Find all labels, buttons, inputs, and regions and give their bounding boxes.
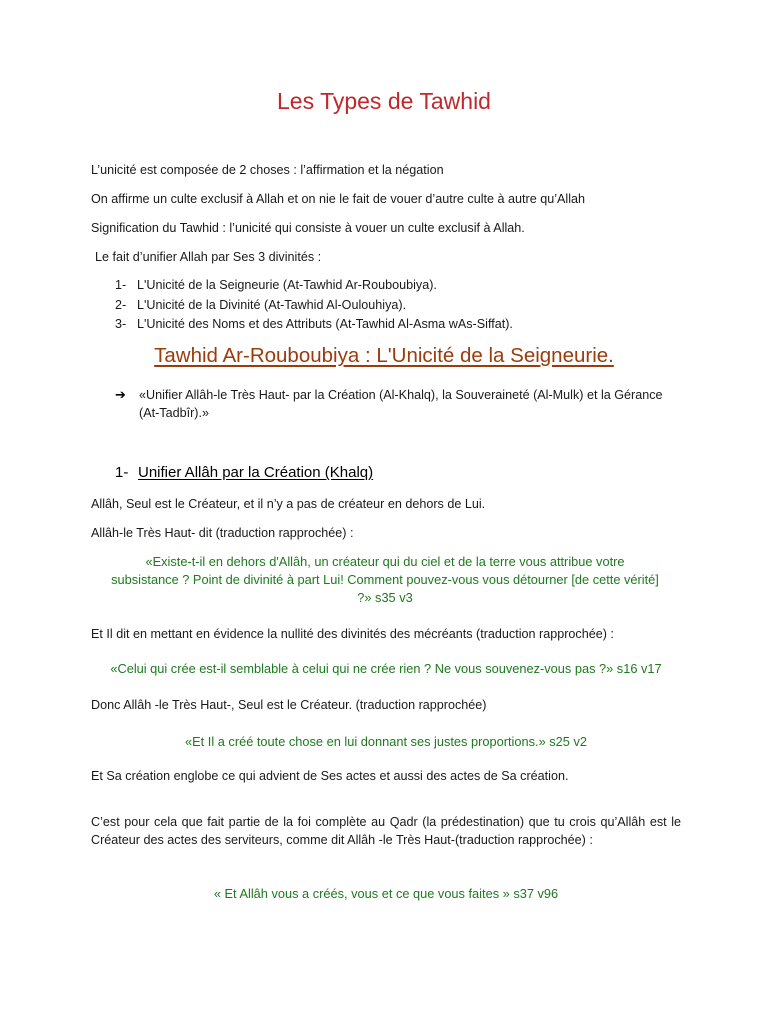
arrow-bullet-text: «Unifier Allâh-le Très Haut- par la Création (Al-Khalq), la Souveraineté (Al-Mulk) et la Gérance (At-Tadbîr).» [139, 388, 663, 420]
intro-line-1: L’unicité est composée de 2 choses : l’affirmation et la négation [91, 163, 444, 177]
sub-heading-number: 1- [115, 464, 129, 481]
quote-1: «Existe-t-il en dehors d'Allâh, un créateur qui du ciel et de la terre vous attribue votre subsistance ? Point de divinité à part Lui! Comment pouvez-vous vous détourner [de cette vérité] ?» s35 v3 [111, 554, 659, 605]
divinities-list [115, 277, 675, 336]
quote-2: «Celui qui crée est-il semblable à celui qui ne crée rien ? Ne vous souvenez-vous pas ?» s16 v17 [110, 661, 662, 676]
list-item-number: 1- [115, 278, 127, 292]
intro-line-3: Signification du Tawhid : l’unicité qui consiste à vouer un culte exclusif à Allah. [91, 221, 525, 235]
list-item-number: 2- [115, 297, 127, 312]
arrow-bullet-item [115, 386, 675, 422]
paragraph-3: Et Il dit en mettant en évidence la nullité des divinités des mécréants (traduction rapprochée) : [91, 627, 614, 641]
list-item-text: L'Unicité des Noms et des Attributs (At-Tawhid Al-Asma wAs-Siffat). [137, 317, 513, 331]
list-item-text: L'Unicité de la Divinité (At-Tawhid Al-Oulouhiya). [137, 297, 407, 312]
quote-3: «Et Il a créé toute chose en lui donnant ses justes proportions.» s25 v2 [185, 734, 587, 749]
page-title: Les Types de Tawhid [277, 88, 491, 114]
paragraph-6: C’est pour cela que fait partie de la foi complète au Qadr (la prédestination) que tu crois qu’Allâh est le Créateur des actes des serviteurs, comme dit Allâh -le Très Haut-(traduction rapprochée) : [91, 815, 681, 847]
paragraph-4: Donc Allâh -le Très Haut-, Seul est le Créateur. (traduction rapprochée) [91, 698, 487, 712]
quote-4: « Et Allâh vous a créés, vous et ce que vous faites » s37 v96 [213, 886, 559, 901]
paragraph-2: Allâh-le Très Haut- dit (traduction rapprochée) : [91, 526, 354, 540]
arrow-right-icon: ➔ [115, 387, 126, 402]
list-item [115, 297, 675, 317]
sub-heading-text: Unifier Allâh par la Création (Khalq) [138, 464, 374, 481]
list-item-text: L'Unicité de la Seigneurie (At-Tawhid Ar-Rouboubiya). [137, 278, 437, 292]
intro-line-2: On affirme un culte exclusif à Allah et on nie le fait de vouer d’autre culte à autre qu’Allah [91, 192, 586, 206]
section-heading: Tawhid Ar-Rouboubiya : L'Unicité de la Seigneurie. [154, 344, 614, 367]
sub-heading [115, 464, 373, 481]
intro-line-4: Le fait d’unifier Allah par Ses 3 divinités : [95, 250, 322, 264]
paragraph-1: Allâh, Seul est le Créateur, et il n’y a pas de créateur en dehors de Lui. [91, 497, 486, 511]
list-item [115, 316, 675, 336]
list-item [115, 277, 675, 297]
paragraph-5: Et Sa création englobe ce qui advient de Ses actes et aussi des actes de Sa création. [91, 769, 569, 783]
list-item-number: 3- [115, 317, 127, 331]
